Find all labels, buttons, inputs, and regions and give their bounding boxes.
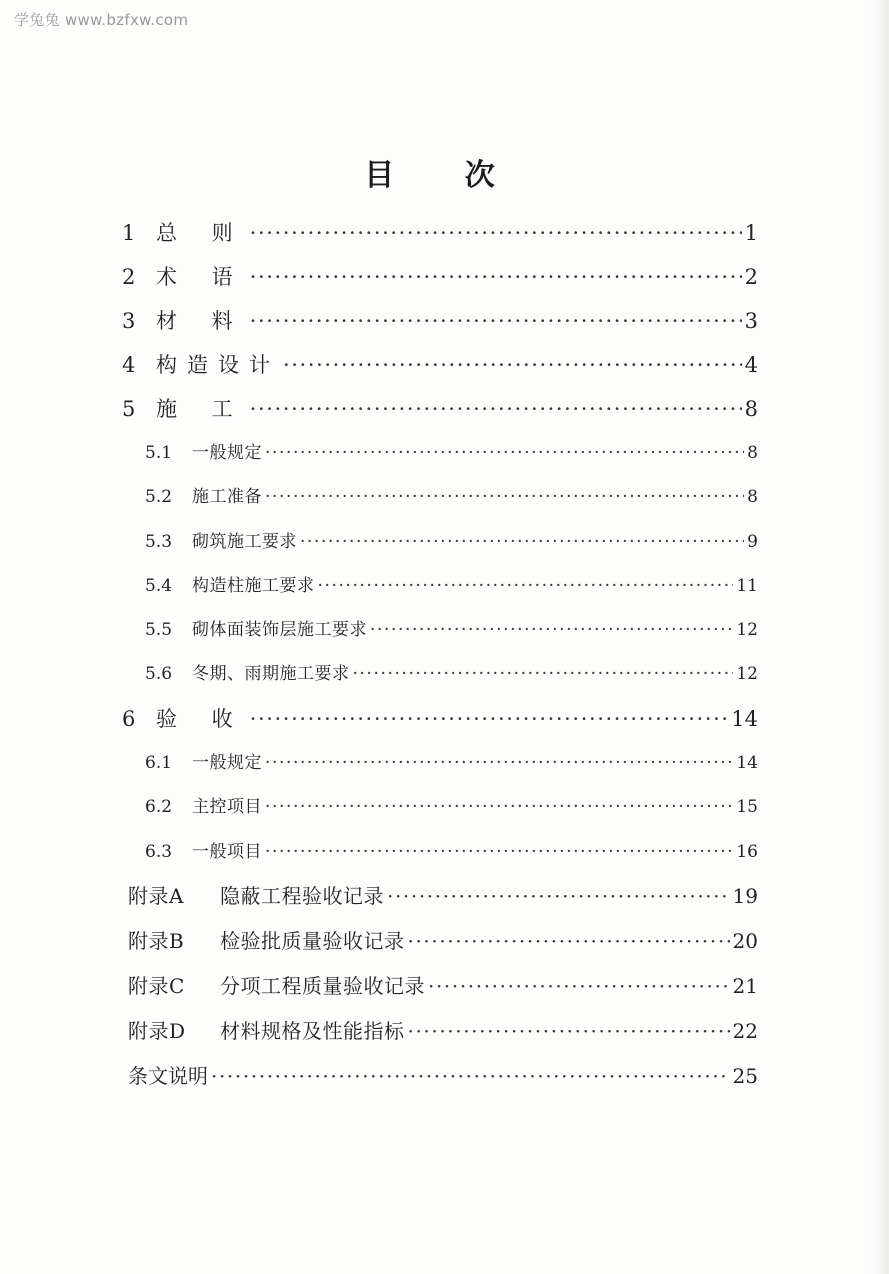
- toc-entry-number: 6.1: [145, 753, 173, 773]
- toc-entry-page: 15: [736, 797, 758, 817]
- dot-leader: [265, 792, 733, 822]
- toc-entry-title: 一般规定: [192, 753, 262, 773]
- toc-entry-number: 附录B: [128, 929, 185, 953]
- toc-entry-page: 25: [732, 1064, 758, 1088]
- toc-subentry[interactable]: [145, 837, 758, 867]
- dot-leader: [353, 659, 734, 689]
- dot-leader: [428, 971, 730, 1001]
- toc-entry-page: 1: [744, 221, 758, 245]
- toc-entry-page: 8: [747, 487, 758, 507]
- dot-leader: [408, 926, 730, 956]
- toc-entry-page: 9: [747, 532, 758, 552]
- dot-leader: [250, 218, 742, 248]
- toc-entry-page: 3: [744, 309, 758, 333]
- toc-entry-number: 5.4: [145, 576, 173, 596]
- toc-entry-title: 隐蔽工程验收记录: [220, 884, 384, 908]
- toc-entry-page: 14: [731, 707, 758, 731]
- dot-leader: [250, 262, 742, 292]
- toc-entry-title: 一般项目: [192, 842, 262, 862]
- toc-entry-number: 4: [122, 353, 136, 377]
- toc-entry-title: 材料规格及性能指标: [220, 1019, 405, 1043]
- toc-entry-page: 8: [744, 397, 758, 421]
- toc-entry-number: 1: [122, 221, 136, 245]
- dot-leader: [318, 571, 734, 601]
- dot-leader: [250, 306, 742, 336]
- toc-entry-number: 附录A: [128, 884, 184, 908]
- dot-leader: [300, 527, 744, 557]
- toc-entry-page: 14: [736, 753, 758, 773]
- toc-subentry[interactable]: [145, 748, 758, 778]
- toc-entry-number: 6: [122, 707, 136, 731]
- dot-leader: [250, 394, 742, 424]
- toc-entry-title: 一般规定: [192, 443, 262, 463]
- dot-leader: [283, 350, 742, 380]
- dot-leader: [387, 881, 730, 911]
- dot-leader: [408, 1016, 730, 1046]
- toc-appendix[interactable]: [128, 881, 758, 911]
- toc-appendix[interactable]: [128, 1016, 758, 1046]
- toc-entry-number: 3: [122, 309, 136, 333]
- toc-entry-title: 检验批质量验收记录: [220, 929, 405, 953]
- toc-entry-page: 12: [736, 620, 758, 640]
- toc-entry-page: 19: [732, 884, 758, 908]
- toc-entry-page: 21: [732, 974, 758, 998]
- toc-entry-number: 5.2: [145, 487, 173, 507]
- toc-subentry[interactable]: [145, 527, 758, 557]
- toc-entry-page: 12: [736, 664, 758, 684]
- toc-entry-number: 2: [122, 265, 136, 289]
- toc-entry-number: 附录C: [128, 974, 185, 998]
- toc-entry-number: 5.1: [145, 443, 173, 463]
- toc-entry-title: 砌筑施工要求: [192, 532, 297, 552]
- toc-entry-number: 5.5: [145, 620, 173, 640]
- dot-leader: [265, 438, 744, 468]
- toc-entry[interactable]: [128, 1061, 758, 1091]
- toc-subentry[interactable]: [145, 615, 758, 645]
- toc-entry[interactable]: [122, 394, 758, 424]
- toc-entry-page: 22: [732, 1019, 758, 1043]
- dot-leader: [250, 704, 729, 734]
- toc-entry-number: 6.3: [145, 842, 173, 862]
- toc-entry-number: 5.3: [145, 532, 173, 552]
- toc-entry-page: 4: [744, 353, 758, 377]
- toc-subentry[interactable]: [145, 438, 758, 468]
- toc-entry[interactable]: [122, 704, 758, 734]
- toc-entry-page: 2: [744, 265, 758, 289]
- toc-subentry[interactable]: [145, 571, 758, 601]
- toc-entry-number: 6.2: [145, 797, 173, 817]
- dot-leader: [265, 748, 733, 778]
- toc-appendix[interactable]: [128, 926, 758, 956]
- toc-entry-title: 分项工程质量验收记录: [220, 974, 425, 998]
- toc-appendix[interactable]: [128, 971, 758, 1001]
- toc-entry-title: 术 语: [156, 265, 247, 289]
- toc-entry-title: 条文说明: [128, 1064, 208, 1088]
- toc-entry-number: 附录D: [128, 1019, 186, 1043]
- toc-entry-page: 11: [736, 576, 758, 596]
- toc-subentry[interactable]: [145, 482, 758, 512]
- toc-entry[interactable]: [122, 306, 758, 336]
- toc-entry-title: 冬期、雨期施工要求: [192, 664, 350, 684]
- toc-entry-title: 施 工: [156, 397, 247, 421]
- watermark: 学兔兔 www.bzfxw.com: [14, 11, 189, 29]
- dot-leader: [265, 837, 733, 867]
- toc-entry-number: 5.6: [145, 664, 173, 684]
- toc-entry-title: 材 料: [156, 309, 247, 333]
- toc-entry-page: 16: [736, 842, 758, 862]
- toc-entry-title: 验 收: [156, 707, 247, 731]
- toc-entry-title: 施工准备: [192, 487, 262, 507]
- dot-leader: [370, 615, 733, 645]
- toc-subentry[interactable]: [145, 659, 758, 689]
- toc-entry-title: 构造设计: [156, 353, 280, 377]
- toc-entry-title: 主控项目: [192, 797, 262, 817]
- page-title: 目 次: [364, 158, 525, 193]
- dot-leader: [265, 482, 744, 512]
- toc-entry-page: 20: [732, 929, 758, 953]
- toc-entry[interactable]: [122, 350, 758, 380]
- dot-leader: [211, 1061, 730, 1091]
- toc-entry[interactable]: [122, 262, 758, 292]
- toc-entry[interactable]: [122, 218, 758, 248]
- toc-entry-number: 5: [122, 397, 136, 421]
- toc-subentry[interactable]: [145, 792, 758, 822]
- toc-entry-title: 砌体面装饰层施工要求: [192, 620, 367, 640]
- toc-entry-title: 构造柱施工要求: [192, 576, 315, 596]
- toc-entry-page: 8: [747, 443, 758, 463]
- toc-entry-title: 总 则: [156, 221, 247, 245]
